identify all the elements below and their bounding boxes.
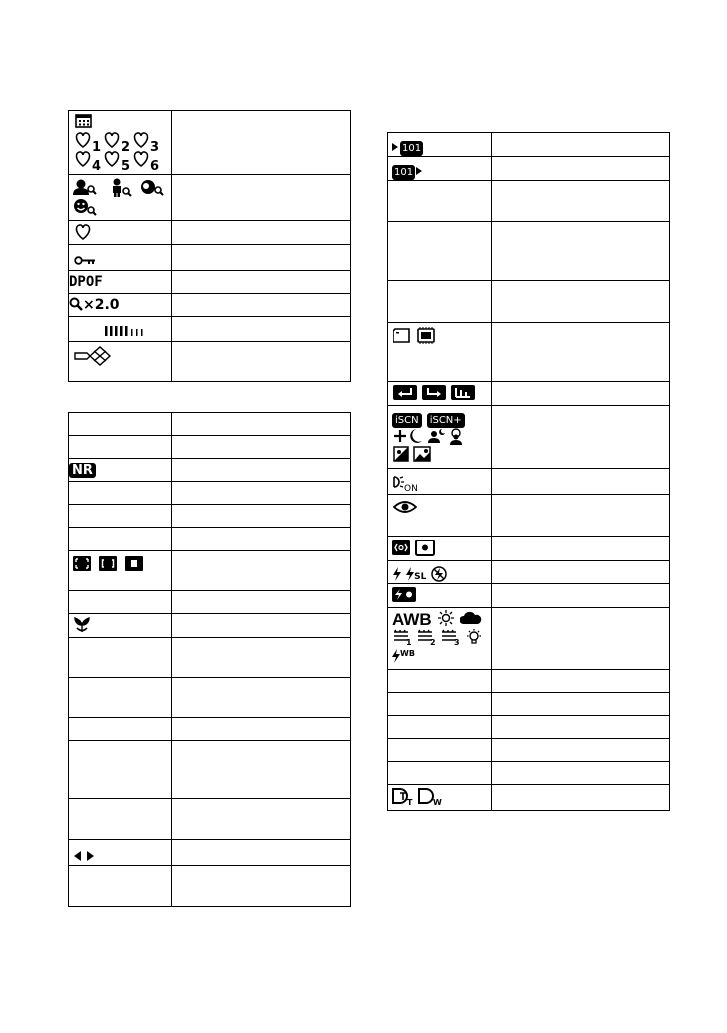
desc-cell: [172, 718, 351, 741]
folder-label: 101: [402, 143, 422, 154]
table-row: [69, 245, 351, 271]
desc-cell: [492, 693, 670, 716]
sort-icon: [451, 385, 475, 400]
table-row: [69, 317, 351, 342]
table-row: [69, 175, 351, 221]
table-row: [388, 406, 670, 469]
desc-cell: [492, 133, 670, 157]
return-icon: [393, 385, 417, 400]
table-row: [69, 459, 351, 482]
icon-cell: [69, 741, 172, 799]
icon-cell: [69, 718, 172, 741]
desc-cell: [172, 840, 351, 866]
iscn-plus-icon: iSCN+: [427, 413, 465, 428]
table-row: [69, 342, 351, 382]
desc-cell: [172, 799, 351, 840]
table-row: [69, 840, 351, 866]
plus-icon: [394, 430, 406, 442]
dro-t-icon: [393, 789, 413, 806]
backlight-portrait-icon: [450, 429, 462, 445]
icon-cell: [388, 670, 492, 693]
slow-sync-icon: [406, 567, 414, 581]
table-row: [69, 482, 351, 505]
table-row: [69, 591, 351, 614]
desc-cell: [492, 561, 670, 584]
table-row: [388, 608, 670, 670]
table-row: [69, 741, 351, 799]
svg-text:W: W: [433, 798, 442, 806]
icon-cell: [388, 382, 492, 406]
heart-icon: [74, 224, 94, 240]
right-table: [387, 132, 670, 811]
desc-cell: [492, 537, 670, 561]
desc-cell: [172, 245, 351, 271]
protect-key-icon: [74, 256, 98, 266]
af-center-icon: [99, 556, 117, 571]
icon-cell: [69, 591, 172, 614]
table-row: [388, 537, 670, 561]
table-row: [69, 718, 351, 741]
desc-cell: [172, 551, 351, 591]
macro-icon: [74, 617, 90, 633]
incandescent-icon: [467, 629, 481, 643]
icon-cell: [388, 537, 492, 561]
desc-cell: [492, 469, 670, 495]
desc-cell: [492, 406, 670, 469]
table-row: [69, 271, 351, 294]
desc-cell: [172, 866, 351, 907]
fluorescent-3-icon: [442, 630, 460, 647]
table-row: [388, 762, 670, 785]
flash-icon: [393, 567, 401, 581]
desc-cell: [172, 111, 351, 175]
left-table-2: [68, 412, 351, 907]
landscape-icon: [414, 447, 430, 461]
desc-cell: [172, 505, 351, 528]
svg-text:2: 2: [121, 140, 131, 155]
desc-cell: [492, 495, 670, 537]
table-row: [69, 866, 351, 907]
table-row: [388, 495, 670, 537]
svg-text:2: 2: [430, 638, 436, 647]
svg-text:6: 6: [150, 159, 160, 170]
table-row: [388, 785, 670, 811]
desc-cell: [172, 317, 351, 342]
af-illuminator-label: ON: [404, 484, 418, 494]
desc-cell: [492, 157, 670, 181]
sun-icon: [437, 610, 455, 626]
folder-label: 101: [394, 167, 414, 178]
internal-memory-icon: [418, 327, 434, 344]
flash-wb-icon: [392, 649, 415, 663]
memory-icons: [393, 327, 443, 345]
desc-cell: [172, 678, 351, 718]
table-row: [388, 157, 670, 181]
table-row: [69, 221, 351, 245]
red-eye-icon: [393, 500, 417, 514]
svg-text:3: 3: [150, 140, 160, 155]
icon-cell: [69, 175, 172, 221]
desc-cell: [492, 181, 670, 222]
svg-text:4: 4: [92, 159, 102, 170]
desc-cell: [492, 762, 670, 785]
icon-cell: [388, 495, 492, 537]
desc-cell: [172, 459, 351, 482]
desc-cell: [492, 785, 670, 811]
dpof-icon: [69, 271, 172, 294]
cloud-icon: [460, 610, 482, 626]
svg-text:1: 1: [92, 140, 102, 155]
icon-cell: [69, 342, 172, 382]
folder-101-in-icon: [388, 133, 492, 157]
svg-text:5: 5: [121, 159, 131, 170]
table-row: [388, 469, 670, 495]
table-row: [388, 716, 670, 739]
desc-cell: [492, 323, 670, 382]
af-spot-icon: [125, 556, 143, 571]
svg-text:3: 3: [454, 638, 460, 647]
fluorescent-2-icon: [418, 630, 436, 647]
desc-cell: [172, 614, 351, 638]
icon-cell: [388, 762, 492, 785]
desc-cell: [492, 670, 670, 693]
night-portrait-icon: [428, 429, 445, 443]
metering-center-icon: [392, 540, 410, 555]
fluorescent-1-icon: [394, 630, 412, 647]
icon-cell: [388, 693, 492, 716]
desc-cell: [492, 584, 670, 608]
table-row: [69, 678, 351, 718]
desc-cell: [492, 382, 670, 406]
icon-cell: [69, 799, 172, 840]
table-row: [69, 505, 351, 528]
forward-icon: [422, 385, 446, 400]
icon-cell: [69, 678, 172, 718]
af-illuminator-icon: [388, 469, 492, 495]
noise-reduction-icon: [69, 459, 172, 482]
magnifier-icon: [69, 297, 83, 311]
desc-cell: [172, 591, 351, 614]
backlight-icon: [394, 447, 408, 461]
icon-cell: [69, 111, 172, 175]
icon-cell: [388, 785, 492, 811]
desc-cell: [172, 436, 351, 459]
heart-rating-icons: [74, 114, 174, 170]
desc-cell: [172, 413, 351, 436]
icon-cell: [388, 222, 492, 281]
calendar-icon: [76, 115, 91, 127]
table-row: [69, 436, 351, 459]
slow-sync-label: SL: [414, 572, 427, 582]
table-row: [69, 111, 351, 175]
icon-cell: [69, 505, 172, 528]
table-row: [388, 561, 670, 584]
sort-icons: [393, 385, 475, 401]
moon-icon: [410, 429, 422, 443]
icon-cell: [69, 528, 172, 551]
white-balance-icons: [392, 629, 490, 665]
desc-cell: [172, 221, 351, 245]
table-row: [69, 799, 351, 840]
metering-spot-icon: [416, 540, 434, 555]
nr-label: NR: [69, 463, 96, 478]
desc-cell: [172, 271, 351, 294]
desc-cell: [172, 294, 351, 317]
af-multi-icon: [73, 556, 91, 571]
desc-cell: [492, 222, 670, 281]
progress-bar-icon: [105, 325, 165, 337]
face-search-icons: [73, 178, 171, 216]
icon-cell: [69, 482, 172, 505]
desc-cell: [172, 741, 351, 799]
desc-cell: [172, 175, 351, 221]
af-area-icons: [73, 556, 145, 572]
svg-text:T: T: [407, 798, 413, 806]
table-row: [388, 281, 670, 323]
icon-cell: [69, 840, 172, 866]
memory-card-icon: [393, 329, 409, 342]
table-row: [69, 413, 351, 436]
table-row: [388, 382, 670, 406]
icon-cell: [388, 739, 492, 762]
table-row: [388, 584, 670, 608]
flash-red-eye-icon: [392, 587, 416, 603]
icon-cell: [69, 638, 172, 678]
icon-cell: [69, 551, 172, 591]
icon-cell: [388, 181, 492, 222]
arrow-left-right-icon: [74, 851, 96, 861]
icon-cell: [69, 866, 172, 907]
table-row: [69, 551, 351, 591]
table-row: [388, 323, 670, 382]
table-row: [388, 181, 670, 222]
table-row: [388, 739, 670, 762]
dro-icons: [392, 788, 444, 806]
left-table-1: [68, 110, 351, 382]
desc-cell: [172, 482, 351, 505]
awb-icon: AWB: [392, 610, 432, 629]
icon-cell: [388, 406, 492, 469]
desc-cell: [492, 608, 670, 670]
icon-cell: [69, 245, 172, 271]
table-row: [388, 222, 670, 281]
table-row: [69, 294, 351, 317]
table-row: [388, 670, 670, 693]
folder-101-out-icon: [388, 157, 492, 181]
desc-cell: [492, 716, 670, 739]
icon-cell: [69, 413, 172, 436]
desc-cell: [172, 342, 351, 382]
table-row: [69, 638, 351, 678]
icon-cell: [69, 614, 172, 638]
icon-cell: [388, 561, 492, 584]
pictbridge-icon: [73, 345, 113, 367]
icon-cell: [69, 436, 172, 459]
desc-cell: [172, 638, 351, 678]
zoom-icon: [69, 294, 172, 317]
icon-cell: [69, 317, 172, 342]
metering-icons: [392, 540, 440, 556]
icon-cell: [388, 584, 492, 608]
icon-cell: [388, 323, 492, 382]
desc-cell: [172, 528, 351, 551]
table-row: [69, 614, 351, 638]
dro-w-icon: [419, 789, 442, 806]
table-row: [69, 528, 351, 551]
icon-cell: [388, 608, 492, 670]
zoom-label: ×2.0: [83, 297, 120, 313]
table-row: [388, 133, 670, 157]
icon-cell: [388, 281, 492, 323]
iscn-icon: iSCN: [392, 413, 422, 428]
icon-cell: [388, 716, 492, 739]
desc-cell: [492, 281, 670, 323]
svg-text:1: 1: [406, 638, 412, 647]
svg-text:WB: WB: [400, 649, 415, 658]
flash-off-icon: [431, 566, 447, 582]
table-row: [388, 693, 670, 716]
icon-cell: [69, 221, 172, 245]
scene-icons: [392, 428, 488, 464]
desc-cell: [492, 739, 670, 762]
dpof-label: DPOF: [69, 274, 103, 290]
